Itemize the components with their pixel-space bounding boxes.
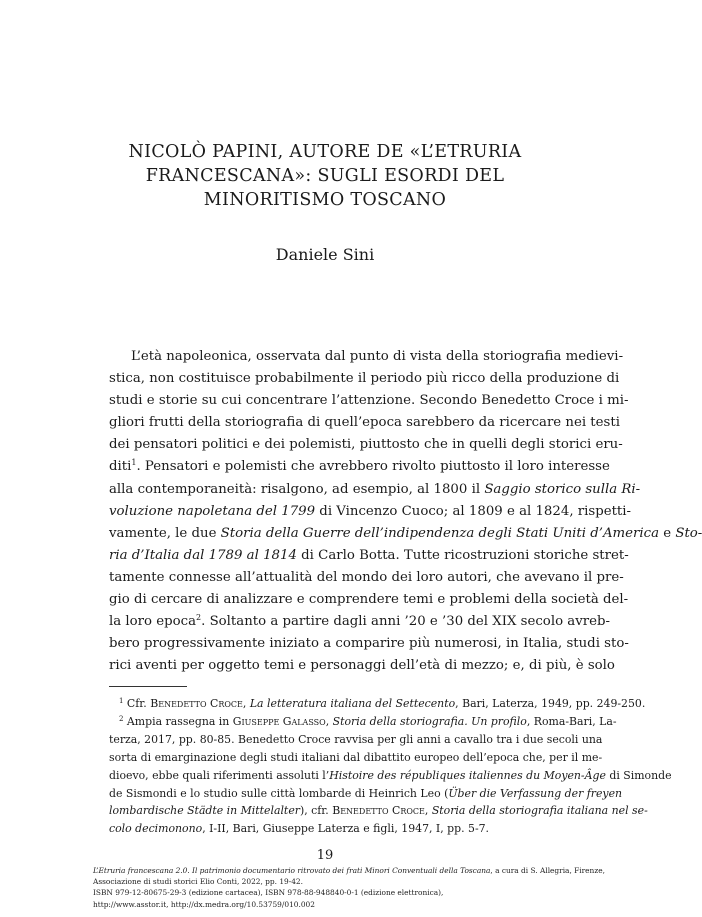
author-name-smallcaps: Benedetto Croce [332,804,425,818]
text-segment: e [659,525,676,541]
footnotes [109,695,672,838]
text-segment: diti [109,459,132,475]
text-segment: di Vincenzo Cuoco; al 1809 e al 1824, rispetti- [315,503,632,519]
italic-text: Storia della storiografia. Un profilo [332,714,527,728]
text-segment: gio di cercare di analizzare e comprendere temi e problemi della società del- [109,592,629,608]
text-segment: tamente connesse all’attualità del mondo dei loro autori, che avevano il pre- [109,569,624,585]
author-name-smallcaps: Giuseppe Galasso [232,714,326,728]
author-name-smallcaps: Benedetto Croce [150,697,243,710]
body-line [109,655,615,677]
text-segment: , [424,804,432,818]
publication-imprint [93,865,605,910]
body-line [109,567,624,589]
body-line [109,523,702,545]
text-segment: de Sismondi e lo studio sulle città lombarde di Heinrich Leo ( [109,786,449,800]
footnote-line [109,767,672,785]
body-line [109,412,620,434]
text-segment: studi e storie su cui concentrare l’attenzione. Secondo Benedetto Croce i mi- [109,393,629,409]
footnote-line [109,749,603,767]
italic-text: colo decimonono [109,822,203,836]
footnote-line [109,820,553,838]
italic-text: Histoire des républiques italiennes du Moyen-Âge [329,768,606,782]
footnote-marker: 2 [119,714,124,723]
title-line: MINORITISMO TOSCANO [203,190,447,210]
text-segment: ISBN 979-12-80675-29-3 (edizione cartacea), ISBN 978-88-948840-0-1 (edizione elettronica), [93,888,444,898]
text-segment: http://www.asstor.it, http://dx.medra.org/10.53759/010.002 [93,899,315,909]
italic-text: ria d’Italia dal 1789 al 1814 [109,547,297,563]
text-segment: ), cfr. [299,804,333,818]
body-line [109,390,629,412]
footnote-marker: 1 [131,458,137,468]
text-segment: Ampia rassegna in [123,714,233,728]
text-segment: terza, 2017, pp. 80-85. Benedetto Croce ravvisa per gli anni a cavallo tra i due secoli una [109,732,603,746]
text-segment: dei pensatori politici e dei polemisti, piuttosto che in quelli degli storici eru- [109,437,623,453]
article-author: Daniele Sini [275,245,375,264]
body-line [109,633,629,655]
text-segment: . Pensatori e polemisti che avrebbero rivolto piuttosto il loro interesse [136,459,610,475]
footnote-line [109,731,603,749]
italic-text: L’Etruria francescana 2.0. Il patrimonio documentario ritrovato dei frati Minori Conventuali della Toscana [93,866,491,875]
text-segment: , a cura di S. Allegria, Firenze, [490,866,605,875]
title-line: NICOLÒ PAPINI, AUTORE DE «L’ETRURIA [128,142,522,162]
body-line [109,479,641,501]
footnote-line [109,802,648,820]
footnote-line [109,785,623,803]
italic-text: Storia della storiografia italiana nel se- [431,804,648,818]
body-line [109,368,620,390]
imprint-line [93,899,563,910]
imprint-line [93,865,605,876]
article-title [90,140,560,212]
body-line [109,346,624,368]
text-segment: la loro epoca [109,614,197,630]
text-segment: sorta di emarginazione degli studi italiani dal dibattito europeo dell’epoca che, per il me- [109,750,603,764]
body-text [109,346,702,677]
italic-text: La letteratura italiana del Settecento [249,697,456,710]
footnote-separator [109,686,187,687]
imprint-line [93,876,563,887]
text-segment: di Carlo Botta. Tutte ricostruzioni storiche stret- [296,547,629,563]
text-segment: bero progressivamente iniziato a comparire più numerosi, in Italia, studi sto- [109,636,629,652]
text-segment: , I-II, Bari, Giuseppe Laterza e figli, 1947, I, pp. 5-7. [202,822,490,836]
italic-text: lombardische Städte in Mittelalter [109,804,300,818]
text-segment: L’età napoleonica, osservata dal punto di vista della storiografia medievi- [131,349,624,364]
italic-text: Saggio storico sulla Ri- [484,481,641,497]
italic-text: Sto- [675,525,702,541]
text-segment: Associazione di studi storici Elio Conti, 2022, pp. 19-42. [93,877,303,887]
footnote-line [109,695,646,713]
text-segment: alla contemporaneità: risalgono, ad esempio, al 1800 il [109,481,485,497]
text-segment: dioevo, ebbe quali riferimenti assoluti l’ [109,768,330,782]
body-line [109,545,629,567]
page-number: 19 [316,848,334,863]
text-segment: Cfr. [123,697,151,710]
text-segment: . Soltanto a partire dagli anni ’20 e ’30 del XIX secolo avreb- [201,614,610,630]
text-segment: stica, non costituisce probabilmente il periodo più ricco della produzione di [109,371,620,387]
footnote-marker: 1 [119,697,124,705]
footnote-marker: 2 [196,613,202,623]
text-segment: vamente, le due [109,525,221,541]
text-segment: , [242,697,250,710]
body-line [109,589,629,611]
body-line [109,501,632,523]
text-segment: , [325,714,333,728]
body-line [109,434,623,456]
footnote-line [109,713,617,731]
text-segment: , Bari, Laterza, 1949, pp. 249-250. [455,697,646,710]
text-segment: gliori frutti della storiografia di quell’epoca sarebbero da ricercare nei testi [109,415,620,431]
imprint-line [93,887,563,898]
body-line [109,456,610,478]
italic-text: voluzione napoletana del 1799 [109,503,316,519]
text-segment: di Simonde [605,768,672,782]
body-line [109,611,610,633]
text-segment: , Roma-Bari, La- [526,714,617,728]
title-line: FRANCESCANA»: SUGLI ESORDI DEL [145,166,505,186]
italic-text: Storia della Guerre dell’indipendenza degli Stati Uniti d’America [220,525,660,541]
italic-text: Über die Verfassung der freyen [448,786,623,800]
text-segment: rici aventi per oggetto temi e personaggi dell’età di mezzo; e, di più, è solo [109,658,615,674]
